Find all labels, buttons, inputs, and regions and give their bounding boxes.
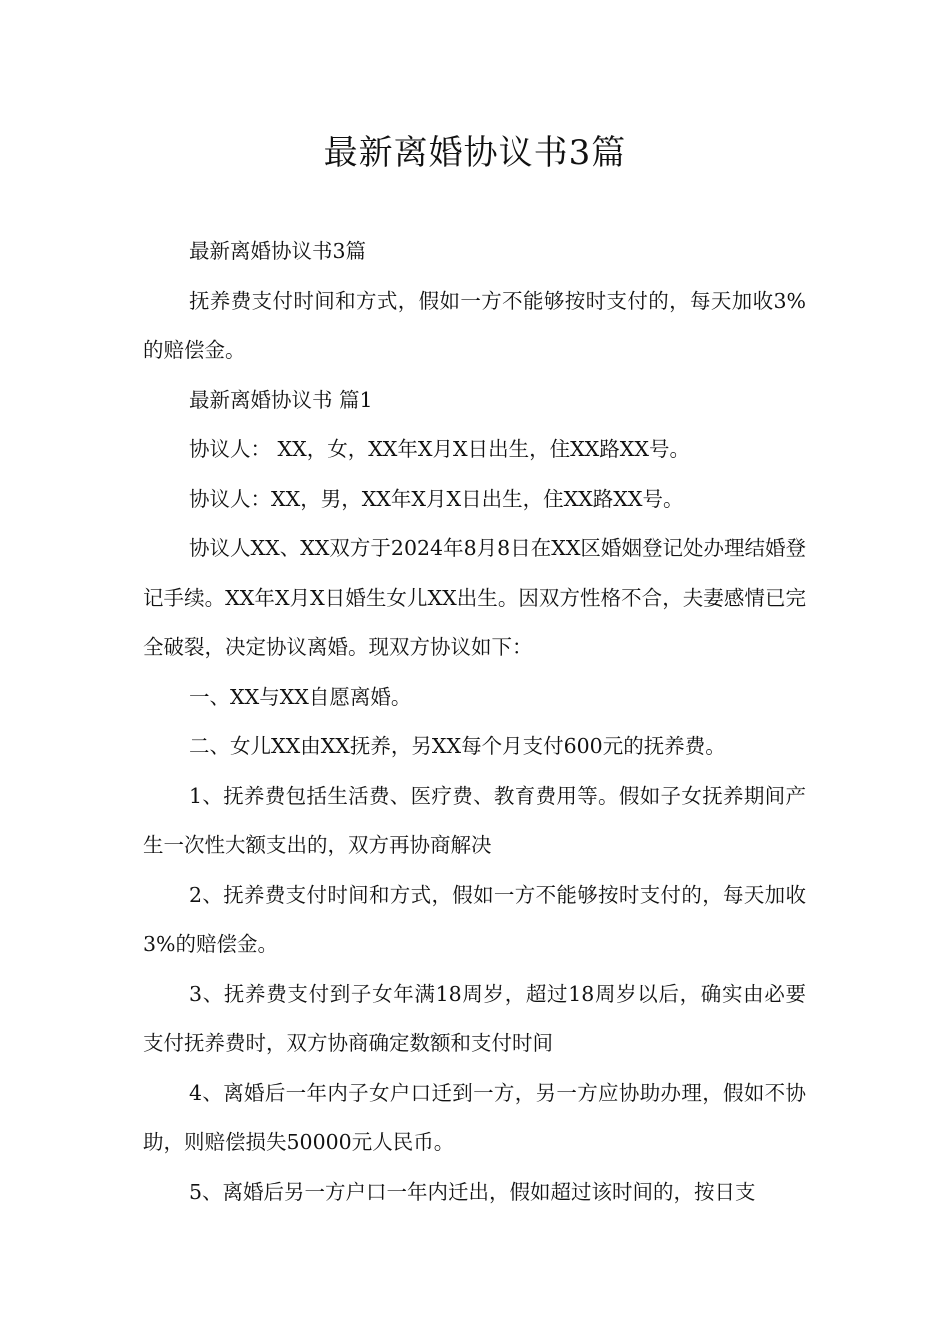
paragraph: 协议人XX、XX双方于2024年8月8日在XX区婚姻登记处办理结婚登记手续。XX年X月X日婚生女儿XX出生。因双方性格不合，夫妻感情已完全破裂，决定协议离婚。现双方协议如下： [143,536,806,659]
paragraph: 抚养费支付时间和方式，假如一方不能够按时支付的，每天加收3%的赔偿金。 [143,288,806,362]
paragraph: 2、抚养费支付时间和方式，假如一方不能够按时支付的，每天加收3%的赔偿金。 [143,882,806,956]
paragraph: 3、抚养费支付到子女年满18周岁，超过18周岁以后，确实由必要支付抚养费时，双方协商确定数额和支付时间 [143,981,806,1055]
document-body [143,227,806,1217]
paragraph: 5、离婚后另一方户口一年内迁出，假如超过该时间的，按日支 [189,1179,756,1204]
paragraph: 最新离婚协议书3篇 [189,239,367,263]
paragraph: 协议人：XX，男，XX年X月X日出生，住XX路XX号。 [189,486,684,511]
paragraph: 最新离婚协议书 篇1 [189,387,373,412]
paragraph: 1、抚养费包括生活费、医疗费、教育费用等。假如子女抚养期间产生一次性大额支出的，双方再协商解决 [143,783,806,857]
paragraph: 4、离婚后一年内子女户口迁到一方，另一方应协助办理，假如不协助，则赔偿损失50000元人民币。 [143,1080,806,1154]
document-title: 最新离婚协议书3篇 [323,133,627,173]
paragraph: 一、XX与XX自愿离婚。 [189,684,412,709]
paragraph: 二、女儿XX由XX抚养，另XX每个月支付600元的抚养费。 [189,734,726,758]
paragraph: 协议人： XX，女，XX年X月X日出生，住XX路XX号。 [189,437,690,461]
